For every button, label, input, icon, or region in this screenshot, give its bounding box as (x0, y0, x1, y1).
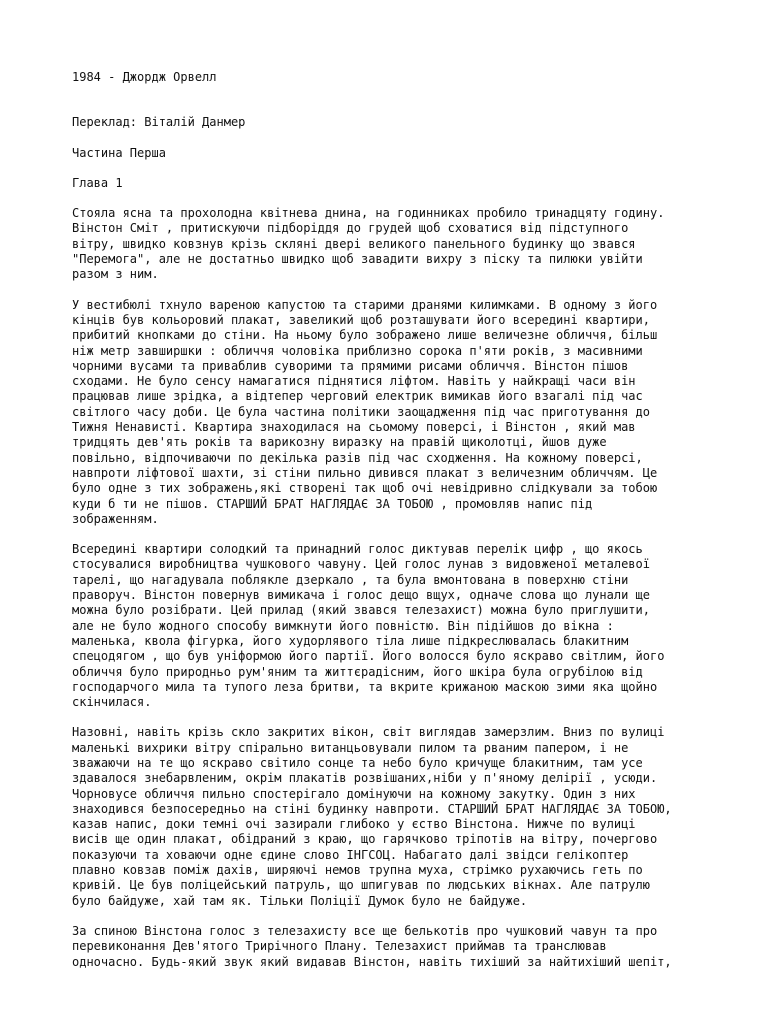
paragraph (72, 206, 722, 282)
paragraph (72, 298, 722, 527)
text-line: разом з ним. (72, 267, 159, 282)
text-line: кінців був кольоровий плакат, завеликий щоб розташувати його всередині квартири, (72, 312, 650, 327)
text-line: обличчя було природньо рум'яним та життєрадісним, його шкіра була огрубілою від (72, 664, 643, 679)
book-title: 1984 - Джордж Орвелл (72, 70, 217, 84)
text-line: зображенням. (72, 511, 159, 526)
text-line: казав напис, доки темні очі зазирали глибоко у єство Вінстона. Нижче по вулиці (72, 817, 636, 832)
text-line: Всередині квартири солодкий та принадний голос диктував перелік цифр , що якось (72, 542, 643, 557)
text-line: Тижня Ненависті. Квартира знаходилася на сьомому поверсі, і Вінстон , який мав (72, 420, 636, 435)
text-line: "Перемога", але не достатньо швидко щоб завадити вихру з піску та пилюки увійти (72, 252, 643, 267)
translator-credit: Переклад: Віталій Данмер (72, 115, 246, 130)
text-line: сходами. Не було сенсу намагатися піднятися ліфтом. Навіть у найкращі часи він (72, 374, 636, 389)
chapter-heading: Глава 1 (72, 175, 123, 190)
text-line: тридцять дев'ять років та варикозну виразку на правій щиколотці, йшов дуже (72, 435, 607, 450)
text-line: спецодягом , що був уніформою його партії. Його волосся було яскраво світлим, його (72, 649, 665, 664)
text-line: можна було розібрати. Цей прилад (який звався телезахист) можна було приглушити, (72, 603, 650, 618)
text-line: навпроти ліфтової шахти, зі стіни пильно дивився плакат з величезним обличчям. Це (72, 465, 658, 480)
text-line: світлого часу доби. Це була частина політики заощадження під час приготування до (72, 404, 650, 419)
text-line: вітру, швидко ковзнув крізь скляні двері великого панельного будинку що звався (72, 236, 636, 251)
text-line: чорними вусами та приваблив суворими та прямими рисами обличчя. Вінстон пішов (72, 358, 629, 373)
text-line: Стояла ясна та прохолодна квітнева днина, на годинниках пробило тринадцяту годину. (72, 206, 665, 221)
text-line: Чорновусе обличчя пильно спостерігало домінуючи на кожному закутку. Один з них (72, 786, 636, 801)
document-body (72, 70, 722, 985)
text-line: зважаючи на те що яскраво світило сонце та небо було кричуще блакитним, там усе (72, 755, 643, 770)
text-line: повільно, відпочиваючи по декілька разів під час сходження. На кожному поверсі, (72, 450, 643, 465)
text-line: праворуч. Вінстон повернув вимикача і голос дещо вщух, одначе слова що лунали ще (72, 588, 650, 603)
paragraph (72, 725, 722, 909)
text-line: ніж метр завширшки : обличчя чоловіка приблизно сорока п'яти років, з масивними (72, 343, 643, 358)
text-line: маленька, квола фігурка, його худорлявого тіла лише підкреслювалась блакитним (72, 633, 629, 648)
text-line: куди б ти не пішов. СТАРШИЙ БРАТ НАГЛЯДАЄ ЗА ТОБОЮ , промовляв напис під (72, 496, 593, 511)
text-line: Назовні, навіть крізь скло закритих вікон, світ виглядав замерзлим. Вниз по вулиці (72, 725, 665, 740)
paragraph (72, 542, 722, 710)
part-heading: Частина Перша (72, 145, 166, 160)
text-line: господарчого мила та тупого леза бритви, та вкрите крижаною маскою зими яка щойно (72, 679, 658, 694)
text-line: здавалося знебарвленим, окрім плакатів розвішаних,ніби у п'яному делірії , усюди. (72, 771, 658, 786)
text-line: кривій. Це був поліцейський патруль, що шпигував по людських вікнах. Але патрулю (72, 878, 650, 893)
text-line: тарелі, що нагадувала поблякле дзеркало , та була вмонтована в поверхню стіни (72, 572, 629, 587)
text-line: маленькі вихрики вітру спірально витанцьовували пилом та рваним папером, і не (72, 740, 629, 755)
text-line: було одне з тих зображень,які створені так щоб очі невідривно слідкували за тобою (72, 481, 658, 496)
paragraphs (72, 206, 722, 970)
text-line: показуючи та ховаючи одне єдине слово ІНГСОЦ. Набагато далі звідси гелікоптер (72, 847, 629, 862)
text-line: скінчилася. (72, 695, 152, 710)
text-line: стосувалися виробництва чушкового чавуну. Цей голос лунав з видовженої металевої (72, 557, 650, 572)
text-line: прибитий кнопками до стіни. На ньому було зображено лише величезне обличчя, більш (72, 328, 658, 343)
text-line: Вінстон Сміт , притискуючи підборіддя до грудей щоб сховатися від підступного (72, 221, 629, 236)
text-line: плавно ковзав поміж дахів, ширяючі немов трупна муха, стрімко рухаючись геть по (72, 863, 643, 878)
paragraph (72, 924, 722, 970)
text-line: У вестибюлі тхнуло вареною капустою та старими дранями килимками. В одному з його (72, 297, 658, 312)
text-line: знаходився безпосередньо на стіні будинку навпроти. СТАРШИЙ БРАТ НАГЛЯДАЄ ЗА ТОБОЮ, (72, 801, 672, 816)
text-line: одночасно. Будь-який звук який видавав Вінстон, навіть тихіший за найтихіший шепіт, (72, 954, 672, 969)
text-line: працював лише зрідка, а відтепер черговий електрик вимикав його взагалі під час (72, 389, 643, 404)
text-line: перевиконання Дев'ятого Трирічного Плану. Телезахист приймав та транслював (72, 939, 607, 954)
text-line: висів ще один плакат, обідраний з краю, що гарячково тріпотів на вітру, почергово (72, 832, 658, 847)
text-line: але не було жодного способу вимкнути його повністю. Він підійшов до вікна : (72, 618, 614, 633)
text-line: За спиною Вінстона голос з телезахисту все ще белькотів про чушковий чавун та про (72, 923, 658, 938)
text-line: було байдуже, хай там як. Тільки Поліції Думок було не байдуже. (72, 893, 528, 908)
